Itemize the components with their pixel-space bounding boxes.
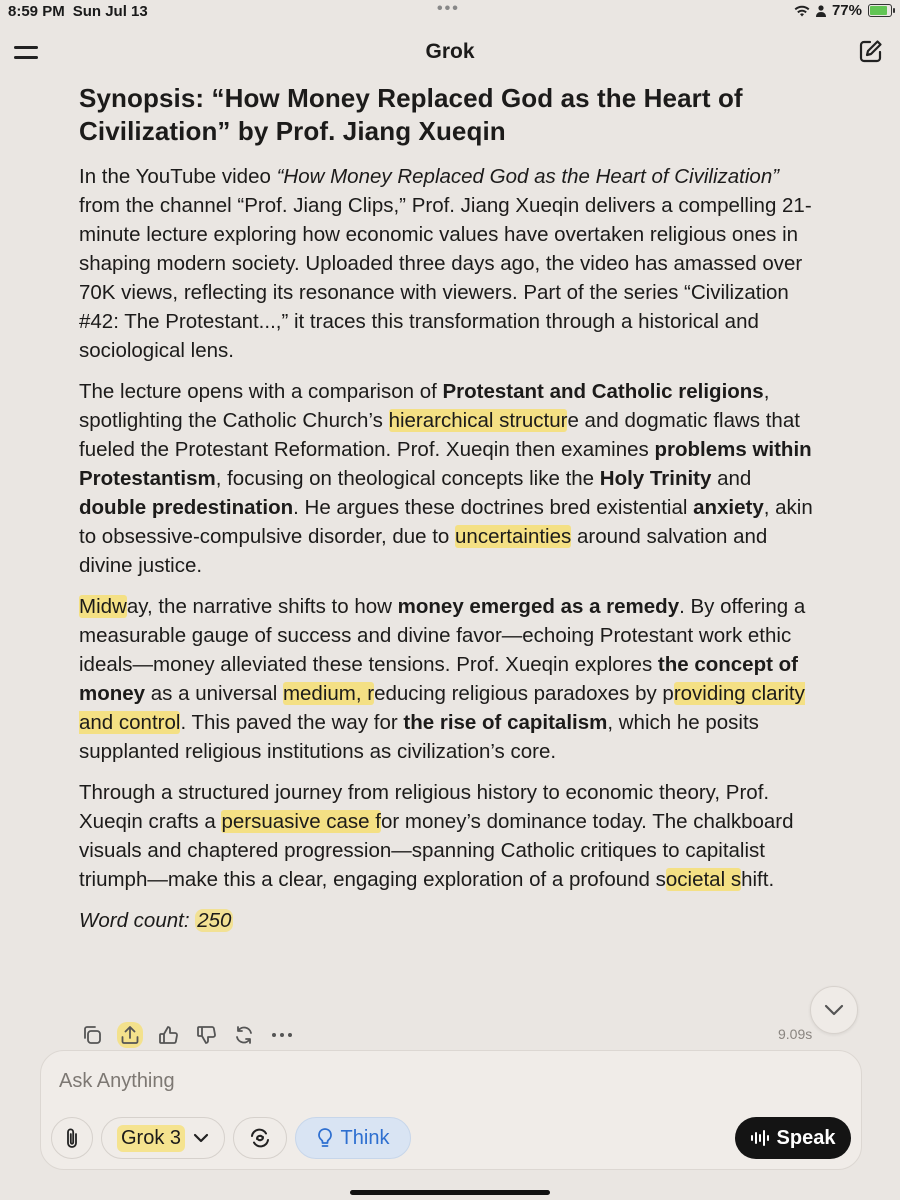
- thumbs-down-button[interactable]: [193, 1022, 219, 1048]
- deepsearch-icon: [248, 1127, 272, 1149]
- paragraph-1: In the YouTube video “How Money Replaced God as the Heart of Civilization” from the channel “Prof. Jiang Clips,” Prof. Jiang Xueqin delivers a compelling 21-minute lecture exploring how economic values have overtaken religious ones in shaping modern society. Uploaded three days ago, the video has amassed over 70K views, reflecting its resonance with viewers. Part of the series “Civilization #42: The Protestant...,” it traces this transformation through a historical and sociological lens.: [79, 165, 812, 362]
- paperclip-icon: [65, 1127, 79, 1149]
- highlight: Midw: [79, 595, 127, 618]
- home-indicator[interactable]: [350, 1190, 550, 1195]
- share-icon: [119, 1024, 141, 1046]
- new-chat-button[interactable]: [858, 38, 886, 66]
- highlight: medium, r: [282, 682, 375, 705]
- response-content: [79, 82, 824, 947]
- thumbs-down-icon: [195, 1024, 217, 1046]
- lightbulb-icon: [317, 1127, 333, 1149]
- chevron-down-icon: [824, 1004, 844, 1016]
- regenerate-icon: [233, 1024, 255, 1046]
- copy-button[interactable]: [79, 1022, 105, 1048]
- status-indicators: [794, 2, 892, 19]
- more-icon: [271, 1032, 293, 1038]
- word-count-value: 250: [197, 909, 232, 932]
- status-time: 8:59 PM Sun Jul 13: [8, 3, 148, 20]
- think-button[interactable]: [295, 1117, 411, 1159]
- compose-icon: [858, 38, 884, 64]
- regenerate-button[interactable]: [231, 1022, 257, 1048]
- highlight: uncertainties: [455, 525, 572, 548]
- highlight: persuasive case f: [221, 810, 381, 833]
- response-actions: [79, 1022, 295, 1048]
- speak-button[interactable]: [735, 1117, 851, 1159]
- model-label: Grok 3: [117, 1125, 185, 1152]
- think-label: Think: [340, 1126, 390, 1149]
- status-date: Sun Jul 13: [72, 3, 148, 20]
- paragraph-3: Midway, the narrative shifts to how money emerged as a remedy. By offering a measurable gauge of success and divine favor—echoing Protestant work ethic ideals—money alleviated these tensions. Prof. Xueqin explores the concept of money as a universal medium, reducing religious paradoxes by providing clarity and control. This paved the way for the rise of capitalism, which he posits supplanted religious institutions as civilization’s core.: [79, 595, 806, 763]
- attach-button[interactable]: [51, 1117, 93, 1159]
- status-bar: [0, 0, 900, 24]
- waveform-icon: [751, 1129, 769, 1147]
- app-title: Grok: [425, 40, 475, 63]
- highlight: hierarchical structur: [388, 409, 568, 432]
- more-button[interactable]: [269, 1022, 295, 1048]
- copy-icon: [81, 1024, 103, 1046]
- word-count: Word count: 250: [79, 909, 232, 932]
- highlight: ocietal s: [665, 868, 742, 891]
- speak-label: Speak: [776, 1126, 836, 1149]
- scroll-down-button[interactable]: [810, 986, 858, 1034]
- deepsearch-button[interactable]: [233, 1117, 287, 1159]
- person-icon: [816, 5, 826, 17]
- chevron-down-icon: [193, 1133, 209, 1143]
- response-title: Synopsis: “How Money Replaced God as the Heart of Civilization” by Prof. Jiang Xueqin: [79, 83, 743, 146]
- app-header: [0, 24, 900, 82]
- battery-icon: [868, 4, 892, 17]
- highlight: roviding clarity and control: [79, 682, 805, 734]
- thumbs-up-icon: [157, 1024, 179, 1046]
- share-button[interactable]: [117, 1022, 143, 1048]
- battery-percent: 77%: [831, 2, 862, 19]
- response-time: 9.09s: [778, 1026, 813, 1042]
- thumbs-up-button[interactable]: [155, 1022, 181, 1048]
- composer-tools: [51, 1117, 851, 1161]
- wifi-icon: [794, 5, 810, 17]
- composer: [40, 1050, 862, 1170]
- video-title: “How Money Replaced God as the Heart of Civilization”: [276, 165, 780, 188]
- ask-input[interactable]: [57, 1065, 841, 1097]
- multitask-dots-icon[interactable]: •••: [437, 0, 460, 17]
- paragraph-2: The lecture opens with a comparison of Protestant and Catholic religions, spotlighting the Catholic Church’s hierarchical structure and dogmatic flaws that fueled the Protestant Reformation. Prof. Xueqin then examines problems within Protestantism, focusing on theological concepts like the Holy Trinity and double predestination. He argues these doctrines bred existential anxiety, akin to obsessive-compulsive disorder, due to uncertainties around salvation and divine justice.: [79, 380, 813, 577]
- paragraph-4: Through a structured journey from religious history to economic theory, Prof. Xueqin crafts a persuasive case for money’s dominance today. The chalkboard visuals and chaptered progression—spanning Catholic critiques to capitalist triumph—make this a clear, engaging exploration of a profound societal shift.: [79, 781, 794, 891]
- model-selector[interactable]: [101, 1117, 225, 1159]
